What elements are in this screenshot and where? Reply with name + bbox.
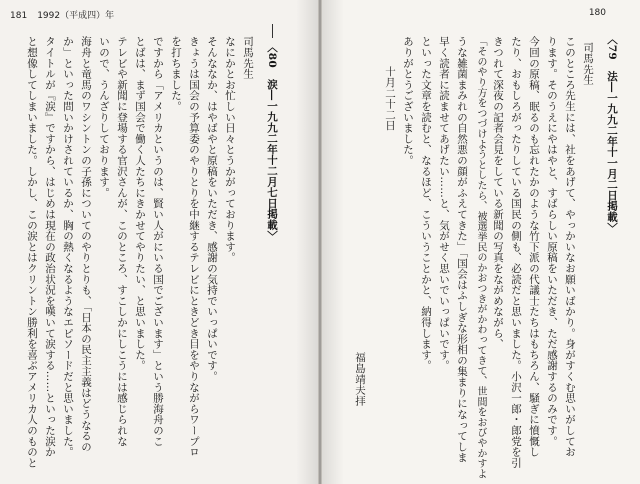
right-page: [322, 0, 640, 484]
right-heading: 〈79 法―一九九二年十一月二日掲載〉: [606, 34, 618, 233]
body-line: いので、うんざりしております。: [98, 36, 110, 198]
left-page: [0, 0, 318, 484]
page-shadow: [322, 0, 344, 484]
body-line: 海舟と竜馬のワシントンの子孫についてのやりとりも、「日本の民主主義はどうなるの: [80, 36, 92, 452]
signature: 福島靖夫拝: [354, 352, 366, 406]
body-line: ですから「アメリカというのは、賢い人がにいる国でございます」という勝海舟のこ: [152, 36, 164, 447]
date-line: 十月二十二日: [384, 66, 396, 131]
left-page-header: [10, 8, 124, 21]
body-line: 今回の原稿、眠るのも忘れたかのような竹下派の代議士たちはもちろん、騒ぎに憤慨し: [528, 36, 540, 458]
left-page-number: 181: [10, 11, 28, 21]
left-heading: 〈80 涙―一九九二年十二月七日掲載〉: [266, 42, 278, 241]
body-line: そんななか、はやばやと原稿をいただき、感謝の気持でいっぱいです。: [206, 36, 218, 382]
right-page-number: 180: [588, 8, 606, 18]
body-line: と想像してしまいました。しかし、この涙とはクリントン勝利を喜ぶアメリカ人のものと: [26, 36, 38, 468]
body-line: なにかとお忙しい日々とうかがっております。: [224, 36, 236, 263]
page-shadow: [296, 0, 318, 484]
body-line: ありがとうございました。: [402, 36, 414, 166]
body-line: きつれて深夜の記者会見をしている新聞の写真をながめながら、: [492, 36, 504, 350]
heading-rule-top: [272, 24, 273, 38]
body-line: 早く読者に読ませてあげたい……と、気がせく思いでいっぱいです。: [438, 36, 450, 371]
body-line: を打ちました。: [170, 36, 182, 112]
body-line: 司馬先生: [582, 42, 594, 86]
body-line: 「そのやり方をつづけようとしたら、被選挙民のかおつきがかわってきて、世間をおびやかすよ: [475, 36, 486, 479]
body-line: とばは、まず国会で働く人たちにきかせてやりたい、と思いました。: [134, 36, 146, 371]
body-line: このところ先生には、社をあげて、やっかいなお願いばかり。身がすくむ思いがしてお: [564, 36, 576, 458]
body-line: 司馬先生: [242, 36, 254, 80]
body-line: きょうは国会の予算委のやりとりを中継するテレビにときどき目をやりながらワープロ: [188, 36, 200, 458]
body-line: といった文章を読むと、なるほど、こういうことかと、納得します。: [420, 36, 432, 371]
body-line: タイトルが『涙』ですから、はじめは現在の政治状況を嘆いて涙する……といった涙か: [44, 36, 56, 458]
body-line: たり、おもしろがったりしている国民の側も、必読だと思いました。小沢一郎・郎党を引: [510, 36, 522, 468]
body-line: テレビや新聞に登場する官沢さんが、このところ、すこしかにしこうには感じられな: [116, 36, 128, 447]
running-head: 1992（平成四）年: [37, 11, 115, 21]
body-line: うな雑菌まみれの自然悪の顔がふえてきた」「国会はふしぎな形相の集まりになってしま: [456, 36, 468, 463]
body-line: ります。そのうえにやはやと、すばらしい原稿をいただき、ただ感謝するのみです。: [546, 36, 558, 447]
body-line: か」といった問いかけされているか、胸の熱くなるようなエピソードだと思いました。: [62, 36, 74, 458]
